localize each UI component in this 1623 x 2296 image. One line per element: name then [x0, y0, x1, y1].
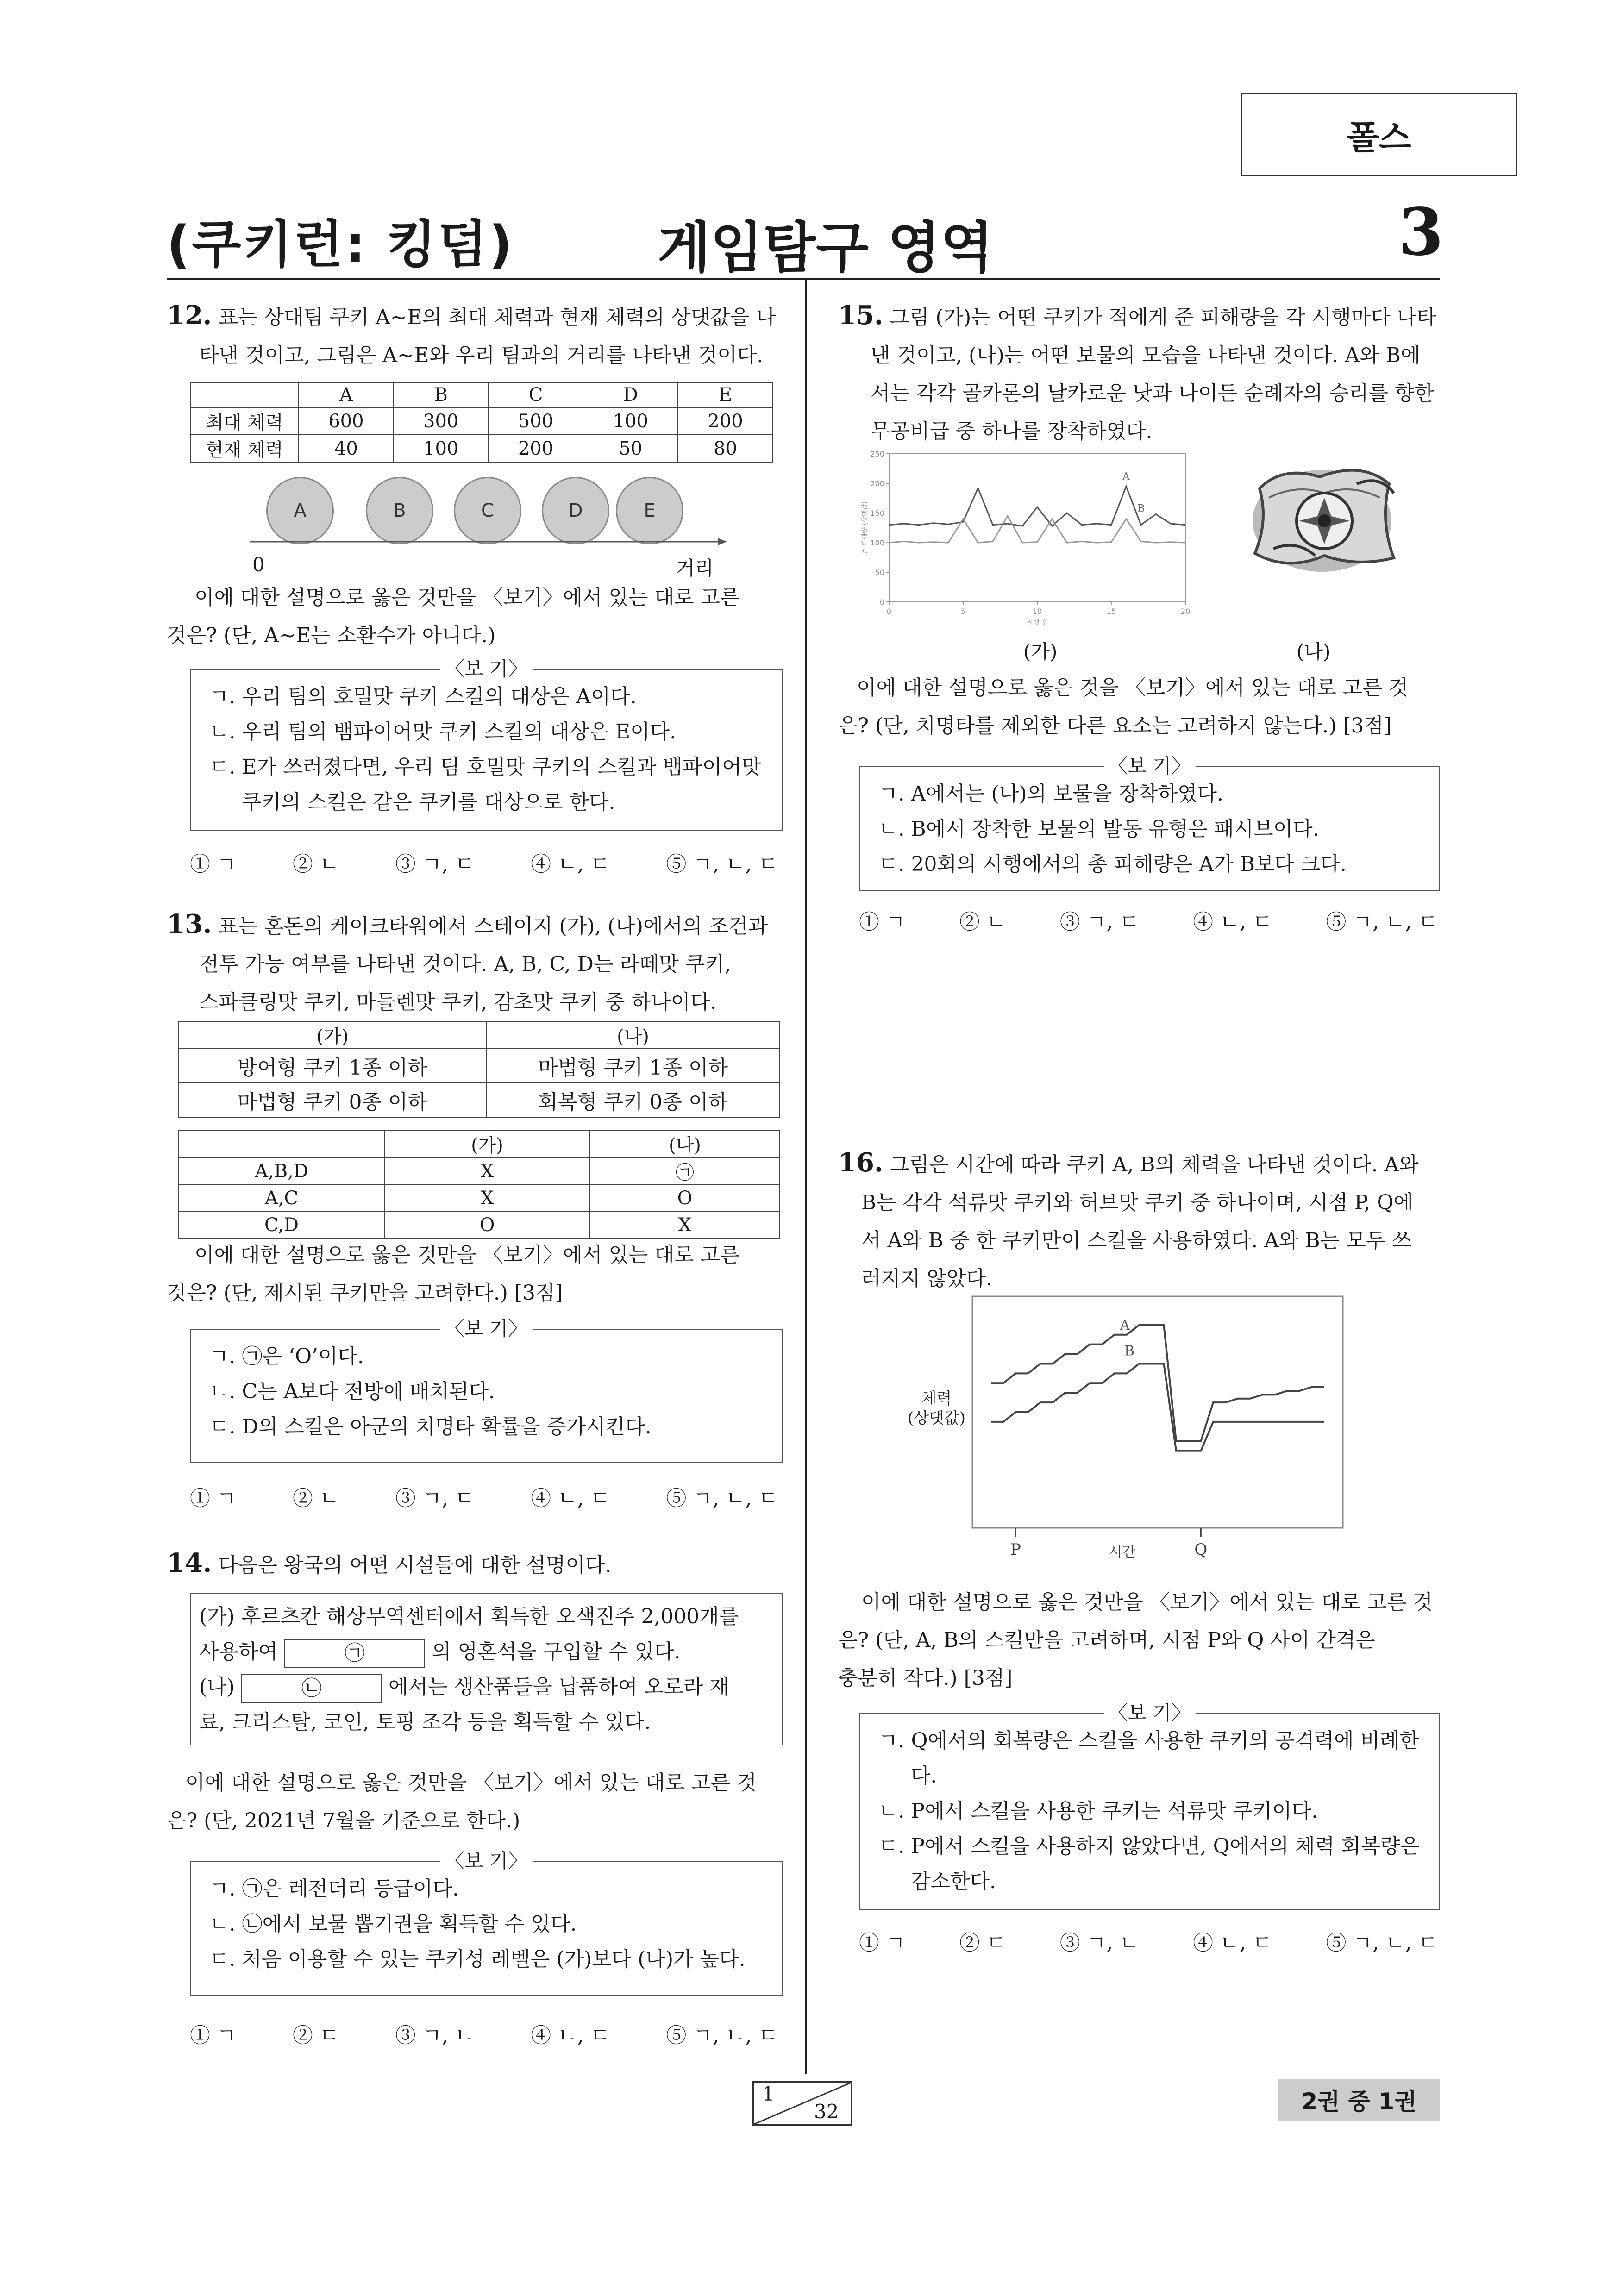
q16-choices	[859, 1926, 1438, 1956]
answer-choice[interactable]: ③ ㄱ, ㄴ	[1059, 1931, 1139, 1955]
answer-choice[interactable]: ① ㄱ	[859, 1931, 906, 1955]
question-number: 16.	[838, 1147, 884, 1178]
table-cell: 100	[583, 407, 678, 435]
table-cell: 마법형 쿠키 0종 이하	[179, 1083, 486, 1117]
table-cell: 200	[489, 435, 583, 462]
x-tick-label: 20	[1180, 607, 1191, 616]
q13-condition-table	[178, 1021, 780, 1118]
q16-ask	[838, 1583, 1440, 1697]
bogi-item: ㄴ. P에서 스킬을 사용한 쿠키는 석류맛 쿠키이다.	[878, 1799, 1318, 1823]
x-tick-label: 0	[886, 607, 892, 616]
answer-choice[interactable]: ② ㄴ	[292, 852, 339, 876]
question-stem-line: 그림 (가)는 어떤 쿠키가 적에게 준 피해량을 각 시행마다 나타	[890, 306, 1436, 329]
question-stem-line: B는 각각 석류맛 쿠키와 허브맛 쿠키 중 하나이며, 시점 P, Q에	[861, 1191, 1414, 1214]
q16-bogi-box	[859, 1702, 1440, 1910]
blank-box: ㉠	[284, 1639, 425, 1668]
q15-choices	[859, 905, 1438, 935]
answer-choice[interactable]: ⑤ ㄱ, ㄴ, ㄷ	[666, 2024, 778, 2047]
cookie-circle: B	[366, 477, 433, 544]
cookie-circle: E	[616, 477, 683, 544]
distance-axis	[232, 532, 741, 551]
ask-line: 이에 대한 설명으로 옳은 것만을 〈보기〉에서 있는 대로 고른 것	[861, 1590, 1433, 1614]
q13-ask	[167, 1236, 783, 1312]
question-stem-line: 서는 각각 골카론의 날카로운 낫과 나이든 순례자의 승리를 향한	[871, 382, 1434, 405]
q13-choices	[190, 1482, 778, 1511]
bogi-title: 〈보 기〉	[1103, 1700, 1196, 1726]
description-line: 료, 크리스탈, 코인, 토핑 조각 등을 획득할 수 있다.	[199, 1710, 651, 1734]
table-header: C	[489, 382, 583, 407]
table-row	[190, 435, 773, 462]
question-stem-line: 낸 것이고, (나)는 어떤 보물의 모습을 나타낸 것이다. A와 B에	[871, 344, 1421, 367]
table-header: D	[583, 382, 678, 407]
question-14	[167, 1544, 783, 1584]
y-tick-label: 50	[875, 568, 884, 577]
bogi-item: ㄷ. E가 쓰러졌다면, 우리 팀 호밀맛 쿠키의 스킬과 뱀파이어맛 쿠키의 스킬은 같은 쿠키를 대상으로 한다.	[209, 755, 762, 814]
header-divider	[167, 278, 1440, 280]
x-tick-label: Q	[1194, 1540, 1208, 1559]
q13-result-table	[178, 1130, 780, 1239]
y-label-line: 체력	[921, 1389, 952, 1408]
question-stem-line: 타낸 것이고, 그림은 A~E와 우리 팀과의 거리를 나타낸 것이다.	[199, 344, 764, 367]
bogi-item: ㄴ. C는 A보다 전방에 배치된다.	[209, 1380, 495, 1403]
bogi-item: ㄴ. ㉡에서 보물 뽑기권을 획득할 수 있다.	[209, 1912, 577, 1936]
answer-choice[interactable]: ⑤ ㄱ, ㄴ, ㄷ	[1326, 1931, 1438, 1955]
table-cell: 80	[678, 435, 773, 462]
axis-distance-label: 거리	[676, 557, 714, 580]
answer-choice[interactable]: ④ ㄴ, ㄷ	[1193, 910, 1272, 934]
y-axis-label: 준 피해량 (상댓값)	[861, 501, 869, 555]
q15-damage-chart	[857, 444, 1199, 625]
table-row	[179, 1049, 780, 1083]
ask-line: 것은? (단, 제시된 쿠키만을 고려한다.) [3점]	[167, 1281, 563, 1305]
table-cell: 회복형 쿠키 0종 이하	[486, 1083, 780, 1117]
annotation-label: B	[1124, 1343, 1134, 1359]
question-stem-line: 표는 혼돈의 케이크타워에서 스테이지 (가), (나)에서의 조건과	[218, 914, 768, 938]
table-cell: O	[384, 1212, 590, 1239]
table-cell: ㉠	[590, 1157, 780, 1185]
question-stem-line: 스파클링맛 쿠키, 마들렌맛 쿠키, 감초맛 쿠키 중 하나이다.	[199, 990, 717, 1014]
description-line	[199, 1634, 773, 1670]
annotation-label: A	[1120, 1317, 1130, 1333]
table-cell: 300	[394, 407, 489, 435]
answer-choice[interactable]: ③ ㄱ, ㄷ	[1059, 910, 1139, 934]
answer-choice[interactable]: ② ㄴ	[959, 910, 1006, 934]
x-axis-label: 시행 수	[1027, 619, 1048, 625]
bogi-item: ㄱ. 우리 팀의 호밀맛 쿠키 스킬의 대상은 A이다.	[209, 685, 637, 708]
description-line: (가) 후르츠칸 해상무역센터에서 획득한 오색진주 2,000개를	[199, 1605, 739, 1628]
table-cell: 500	[489, 407, 583, 435]
description-text: 의 영혼석을 구입할 수 있다.	[432, 1640, 681, 1664]
table-cell: 40	[299, 435, 394, 462]
footer-page-total: 32	[814, 2100, 839, 2123]
table-cell: X	[384, 1157, 590, 1185]
annotation-label: A	[1122, 471, 1130, 483]
figure-caption-na: (나)	[1297, 640, 1331, 663]
q15-bogi-box	[859, 755, 1440, 891]
table-header: (가)	[384, 1130, 590, 1157]
description-text: 사용하여	[199, 1640, 278, 1664]
column-divider	[805, 278, 807, 2074]
table-row	[179, 1083, 780, 1117]
annotation-label: B	[1137, 503, 1145, 515]
question-12	[167, 296, 783, 375]
question-number: 12.	[167, 300, 212, 331]
table-header: (나)	[486, 1021, 780, 1049]
bogi-item: ㄷ. 처음 이용할 수 있는 쿠키성 레벨은 (가)보다 (나)가 높다.	[209, 1947, 746, 1971]
page-number: 3	[1398, 194, 1444, 270]
bogi-title: 〈보 기〉	[440, 1848, 533, 1874]
area-title: 게임탐구 영역	[658, 216, 994, 280]
blank-box: ㉡	[241, 1674, 382, 1703]
table-row	[179, 1157, 780, 1185]
subject-title: (쿠키런: 킹덤)	[167, 215, 514, 274]
q12-choices	[190, 847, 778, 877]
q12-ask	[167, 579, 783, 655]
bogi-item: ㄷ. D의 스킬은 아군의 치명타 확률을 증가시킨다.	[209, 1415, 652, 1439]
table-header: E	[678, 382, 773, 407]
table-cell: X	[384, 1185, 590, 1212]
table-cell: 최대 체력	[190, 407, 299, 435]
table-header	[190, 382, 299, 407]
table-row	[190, 407, 773, 435]
q16-hp-chart	[963, 1287, 1352, 1565]
table-cell: 50	[583, 435, 678, 462]
table-cell: 100	[394, 435, 489, 462]
ask-line: 은? (단, 치명타를 제외한 다른 요소는 고려하지 않는다.) [3점]	[838, 714, 1392, 738]
q16-y-axis-label	[908, 1389, 965, 1428]
q14-ask	[167, 1764, 783, 1840]
answer-choice[interactable]: ④ ㄴ, ㄷ	[531, 2024, 610, 2047]
table-row	[179, 1212, 780, 1239]
table-header: A	[299, 382, 394, 407]
table-cell: X	[590, 1212, 780, 1239]
description-text: (나)	[199, 1675, 235, 1699]
answer-choice[interactable]: ③ ㄱ, ㄷ	[395, 1487, 475, 1510]
q12-bogi-box	[190, 657, 783, 831]
answer-choice[interactable]: ④ ㄴ, ㄷ	[531, 852, 610, 876]
table-header: (나)	[590, 1130, 780, 1157]
footer-volume: 2권 중 1권	[1278, 2079, 1440, 2121]
answer-choice[interactable]: ② ㄴ	[292, 1487, 339, 1510]
table-cell: 방어형 쿠키 1종 이하	[179, 1049, 486, 1083]
ask-line: 이에 대한 설명으로 옳은 것만을 〈보기〉에서 있는 대로 고른 것	[185, 1771, 757, 1795]
x-axis-label: 시간	[1109, 1544, 1136, 1560]
ask-line: 은? (단, A, B의 스킬만을 고려하며, 시점 P와 Q 사이 간격은	[838, 1628, 1375, 1652]
question-number: 15.	[838, 300, 884, 331]
question-stem: 다음은 왕국의 어떤 시설들에 대한 설명이다.	[218, 1553, 612, 1577]
cookie-circle: C	[454, 477, 521, 544]
footer-page-indicator	[752, 2081, 852, 2126]
answer-choice[interactable]: ① ㄱ	[190, 1487, 237, 1510]
table-header	[179, 1130, 384, 1157]
table-cell: C,D	[179, 1212, 384, 1239]
ask-line: 이에 대한 설명으로 옳은 것만을 〈보기〉에서 있는 대로 고른	[194, 1243, 740, 1267]
answer-choice[interactable]: ② ㄷ	[959, 1931, 1006, 1955]
question-stem-line: 그림은 시간에 따라 쿠키 A, B의 체력을 나타낸 것이다. A와	[890, 1153, 1419, 1176]
answer-choice[interactable]: ④ ㄴ, ㄷ	[1193, 1931, 1272, 1955]
bogi-item: ㄱ. ㉠은 ‘O’이다.	[209, 1345, 364, 1368]
q13-bogi-box	[190, 1317, 783, 1463]
figure-caption-ga: (가)	[1023, 640, 1058, 663]
exam-type-label: 폴스	[1347, 118, 1411, 157]
x-tick-label: 10	[1032, 607, 1042, 616]
plot-frame	[889, 454, 1185, 602]
bogi-item: ㄷ. P에서 스킬을 사용하지 않았다면, Q에서의 체력 회복량은 감소한다.	[878, 1834, 1420, 1893]
answer-choice[interactable]: ① ㄱ	[190, 852, 237, 876]
bogi-item: ㄱ. Q에서의 회복량은 스킬을 사용한 쿠키의 공격력에 비례한다.	[878, 1729, 1420, 1788]
table-cell: 600	[299, 407, 394, 435]
treasure-scroll-image	[1241, 456, 1408, 581]
bogi-item: ㄴ. 우리 팀의 뱀파이어맛 쿠키 스킬의 대상은 E이다.	[209, 720, 677, 744]
table-cell: 200	[678, 407, 773, 435]
cookie-circle: D	[542, 477, 609, 544]
q14-bogi-box	[190, 1850, 783, 1996]
question-stem-line: 무공비급 중 하나를 장착하였다.	[871, 419, 1153, 443]
bogi-item: ㄷ. 20회의 시행에서의 총 피해량은 A가 B보다 크다.	[878, 852, 1347, 876]
y-tick-label: 250	[870, 450, 884, 458]
bogi-title: 〈보 기〉	[440, 656, 533, 682]
bogi-item: ㄱ. A에서는 (나)의 보물을 장착하였다.	[878, 782, 1224, 806]
x-tick-label: 5	[960, 607, 966, 616]
y-tick-label: 0	[879, 598, 884, 607]
bogi-title: 〈보 기〉	[440, 1316, 533, 1342]
bogi-item: ㄱ. ㉠은 레전더리 등급이다.	[209, 1877, 459, 1901]
table-cell: 마법형 쿠키 1종 이하	[486, 1049, 780, 1083]
description-line	[199, 1670, 773, 1705]
q12-distance-figure	[232, 477, 741, 579]
y-tick-label: 200	[870, 479, 884, 488]
answer-choice[interactable]: ⑤ ㄱ, ㄴ, ㄷ	[666, 852, 778, 876]
ask-line: 것은? (단, A~E는 소환수가 아니다.)	[167, 624, 496, 647]
answer-choice[interactable]: ② ㄷ	[292, 2024, 339, 2047]
footer-page-current: 1	[762, 2083, 775, 2105]
question-number: 13.	[167, 909, 212, 939]
axis-zero-label: 0	[252, 553, 265, 576]
answer-choice[interactable]: ⑤ ㄱ, ㄴ, ㄷ	[1326, 910, 1438, 934]
question-15	[838, 296, 1440, 450]
bogi-item: ㄴ. B에서 장착한 보물의 발동 유형은 패시브이다.	[878, 817, 1319, 841]
x-tick-label: P	[1010, 1540, 1021, 1559]
table-header: (가)	[179, 1021, 486, 1049]
cookie-circle: A	[266, 477, 334, 544]
y-label-line: (상댓값)	[908, 1409, 966, 1427]
exam-type-box	[1241, 93, 1517, 176]
table-header: B	[394, 382, 489, 407]
table-cell: O	[590, 1185, 780, 1212]
ask-line: 은? (단, 2021년 7월을 기준으로 한다.)	[167, 1809, 520, 1833]
question-stem-line: 러지지 않았다.	[861, 1267, 992, 1290]
question-number: 14.	[167, 1548, 212, 1578]
answer-choice[interactable]: ④ ㄴ, ㄷ	[531, 1487, 610, 1510]
table-cell: 현재 체력	[190, 435, 299, 462]
question-16	[838, 1144, 1440, 1298]
y-tick-label: 100	[870, 538, 884, 547]
answer-choice[interactable]: ③ ㄱ, ㄷ	[395, 852, 475, 876]
question-stem-line: 표는 상대팀 쿠키 A~E의 최대 체력과 현재 체력의 상댓값을 나	[218, 306, 776, 329]
question-stem-line: 전투 가능 여부를 나타낸 것이다. A, B, C, D는 라떼맛 쿠키,	[199, 952, 731, 976]
bogi-title: 〈보 기〉	[1103, 753, 1196, 779]
q14-description-box	[190, 1593, 783, 1745]
table-row	[179, 1185, 780, 1212]
description-text: 에서는 생산품들을 납품하여 오로라 재	[388, 1675, 729, 1699]
y-tick-label: 150	[870, 509, 884, 518]
question-13	[167, 905, 783, 1021]
answer-choice[interactable]: ⑤ ㄱ, ㄴ, ㄷ	[666, 1487, 778, 1510]
question-stem-line: 서 A와 B 중 한 쿠키만이 스킬을 사용하였다. A와 B는 모두 쓰	[861, 1229, 1412, 1252]
table-cell: A,C	[179, 1185, 384, 1212]
x-tick-label: 15	[1106, 607, 1116, 616]
ask-line: 이에 대한 설명으로 옳은 것만을 〈보기〉에서 있는 대로 고른	[194, 586, 740, 609]
answer-choice[interactable]: ③ ㄱ, ㄴ	[395, 2024, 475, 2047]
q15-ask	[838, 669, 1440, 745]
answer-choice[interactable]: ① ㄱ	[190, 2024, 237, 2047]
q12-hp-table	[190, 382, 773, 463]
table-cell: A,B,D	[179, 1157, 384, 1185]
ask-line: 충분히 작다.) [3점]	[838, 1666, 1013, 1690]
ask-line: 이에 대한 설명으로 옳은 것을 〈보기〉에서 있는 대로 고른 것	[857, 676, 1409, 700]
answer-choice[interactable]: ① ㄱ	[859, 910, 906, 934]
q14-choices	[190, 2019, 778, 2048]
